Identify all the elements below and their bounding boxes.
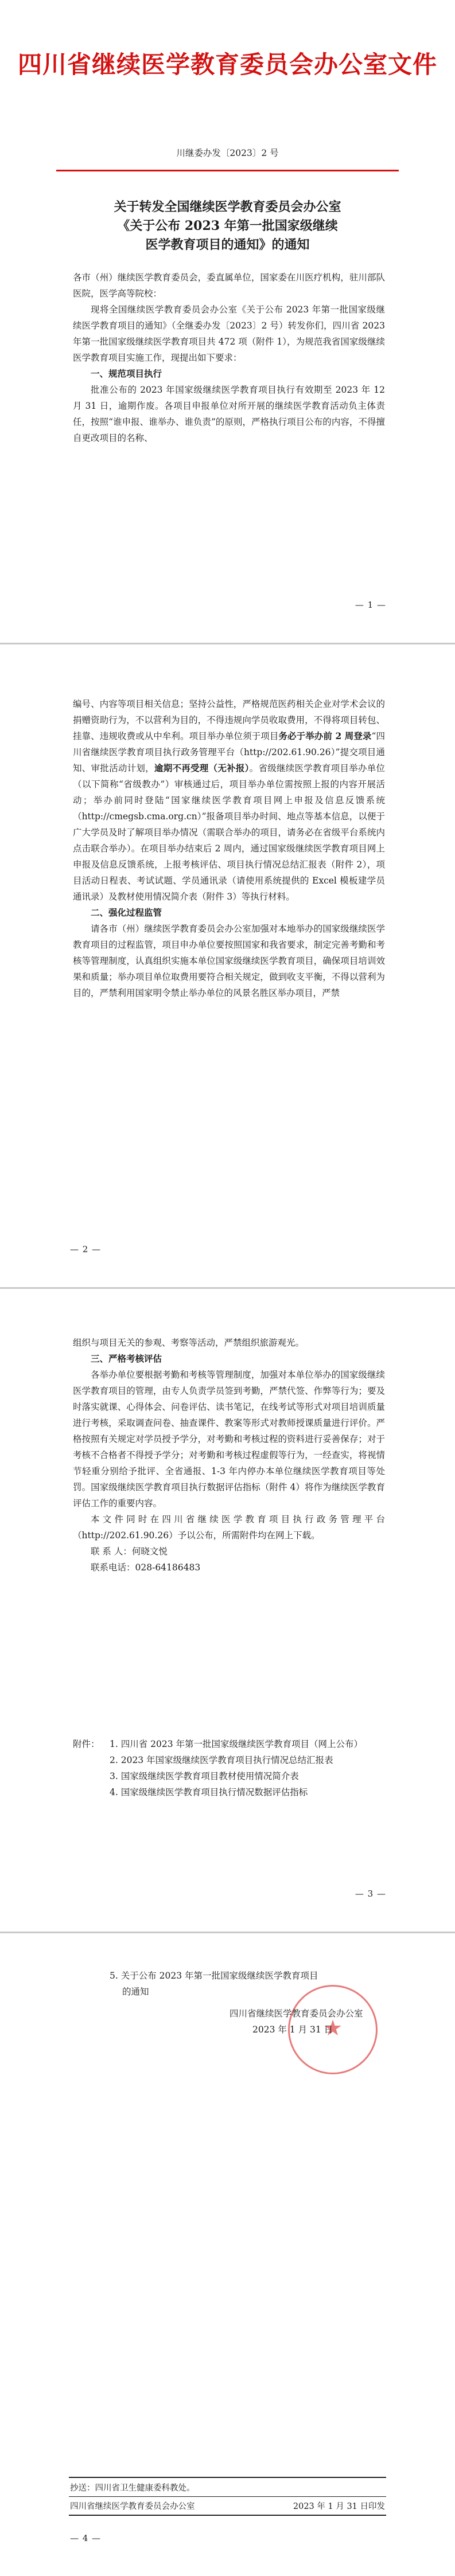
red-divider-line [56, 170, 399, 171]
document-page-2 [0, 644, 455, 1287]
footer-divider [69, 2496, 386, 2497]
page-number: — 4 — [70, 2533, 102, 2543]
attachment-item [73, 1752, 385, 1768]
document-page-3 [0, 1289, 455, 1932]
attachment-text: 2. 2023 年国家级继续医学教育项目执行情况总结汇报表 [110, 1755, 333, 1765]
document-red-header: 四川省继续医学教育委员会办公室文件 [17, 50, 437, 79]
paragraph-execution: 批准公布的 2023 年国家级继续医学教育项目执行有效期至 2023 年 12 月 31 日，逾期作废。各项目申报单位对所开展的继续医学教育活动负主体责任，按照“谁申报、谁举办、谁负责”的原则，严格执行项目公布的内容，不得擅自更改项目的名称、 [73, 385, 385, 443]
text-segment: “四川省继续医学教育项目执行政务管理平台（http://202.61.90.26）”提交项目通知、审批活动计划， [73, 731, 385, 773]
attachment-text: 4. 国家级继续医学教育项目执行情况数据评估指标 [110, 1787, 308, 1797]
attachment-item [73, 1784, 385, 1800]
paragraph-continuation [73, 696, 385, 905]
issue-date: 2023 年 1 月 31 日印发 [293, 2502, 385, 2511]
text-segment: 编号、内容等项目相关信息；坚持公益性，严格规范医药相关企业对学术会议的捐赠资助行为，不以营利为目的，不得违规向学员收取费用，不得将项目转包、挂靠、违规收费或从中牟利。项目举办单位须于项目 [73, 699, 385, 741]
page-3-body [73, 1335, 385, 1576]
attachment-item [73, 1968, 385, 1984]
seal-star-icon: ★ [322, 2015, 343, 2041]
attachment-text: 的通知 [122, 1987, 149, 1997]
signing-authority: 四川省继续医学教育委员会办公室 [230, 2008, 363, 2019]
text-emphasis-no-late: 逾期不再受理（无补报） [154, 763, 250, 773]
text-emphasis-deadline: 务必于举办前 2 周登录 [278, 730, 372, 741]
attachment-list [73, 1736, 385, 1800]
document-number: 川继委办发〔2023〕2 号 [176, 148, 279, 158]
cc-line [70, 2481, 385, 2493]
attachment-text: 3. 国家级继续医学教育项目教材使用情况简介表 [110, 1771, 299, 1781]
document-page-4 [0, 1933, 455, 2576]
contact-person: 联 系 人：何晓文悦 [91, 1546, 168, 1557]
page-number: — 2 — [70, 1244, 102, 1254]
text-segment: 。省级继续医学教育项目举办单位（以下简称“省级教办”）审核通过后，项目举办单位需按照上报的内容开展活动；举办前同时登陆“国家继续医学教育项目网上申报及信息反馈系统（http://cmegsb.cma.org.cn）”报备项目举办时间、地点等基本信息，以便于广大学员及时了解项目举办情况（需联合举办的项目，请务必在省级平台系统内点击联合举办）。在项目举办结束后 2 周内，通过国家级继续医学教育项目网上申报及信息反馈系统，上报考核评估、项目执行情况总结汇报表（附件 2），项目活动日程表、考试试题、学员通讯录（请使用系统提供的 Excel 模板建学员通讯录）及教材使用情况简介表（附件 3）等执行材料。 [73, 763, 385, 902]
title-line-3: 医学教育项目的通知》的通知 [145, 237, 310, 252]
title-line-1: 关于转发全国继续医学教育委员会办公室 [114, 200, 341, 214]
attachment-label: 附件： [73, 1739, 100, 1749]
title-line-2: 《关于公布 2023 年第一批国家级继续 [117, 218, 338, 233]
salutation: 各市（州）继续医学教育委员会，委直属单位，国家委在川医疗机构，驻川部队医院，医学高等院校： [73, 272, 385, 299]
footer-divider [69, 2515, 386, 2516]
footer-divider [69, 2477, 386, 2478]
attachment-text: 1. 四川省 2023 年第一批国家级继续医学教育项目（网上公布） [110, 1739, 363, 1749]
document-title [69, 198, 386, 255]
signing-date: 2023 年 1 月 31 日 [252, 2024, 333, 2035]
attachment-item [73, 1768, 385, 1784]
issuer-text: 四川省继续医学教育委员会办公室 [70, 2502, 195, 2511]
issue-line [70, 2500, 385, 2512]
paragraph-assessment: 各举办单位要根据考勤和考核等管理制度，加强对本单位举办的国家级继续医学教育项目的管理，由专人负责学员签到考勤，严禁代签、作弊等行为；要及时落实就课、心得体会、问卷评估、读书笔记，在线考试等形式对项目培训质量进行考核，采取调查问卷、抽查课件、教案等形式对教师授课质量进行评价。严格按照有关规定对学员授予学分，对考勤和考核过程的资料进行妥善保存；对于考核不合格者不得授予学分；对考勤和考核过程虚假等行为，一经查实，将视情节轻重分别给予批评、全省通报、1-3 年内停办本单位继续医学教育项目等处罚。国家级继续医学教育项目执行数据评估指标（附件 4）将作为继续医学教育评估工作的重要内容。 [73, 1370, 385, 1508]
document-page-1 [0, 0, 455, 643]
page-1-body [73, 269, 385, 446]
page-number: — 3 — [355, 1889, 386, 1899]
page-number: — 1 — [355, 600, 386, 610]
paragraph-continuation: 组织与项目无关的参观、考察等活动，严禁组织旅游观光。 [73, 1338, 305, 1348]
attachment-text: 5. 关于公布 2023 年第一批国家级继续医学教育项目 [110, 1971, 318, 1981]
paragraph-publication: 本文件同时在四川省继续医学教育项目执行政务管理平台（http://202.61.90.26）予以公布，所需附件均在网上下载。 [73, 1514, 385, 1541]
contact-phone: 联系电话：028-64186483 [91, 1562, 201, 1573]
page-2-body [73, 696, 385, 1001]
section-heading-1: 一、规范项目执行 [91, 369, 162, 379]
cc-text: 抄送：四川省卫生健康委科教处。 [70, 2484, 195, 2493]
paragraph-intro: 现将全国继续医学教育委员会办公室《关于公布 2023 年第一批国家级继续医学教育项目的通知》（全继委办发〔2023〕2 号）转发你们，四川省 2023 年第一批国家级继续医学教育项目共 472 项（附件 1），为规范我省国家级继续医学教育项目实施工作，现提出如下要求： [73, 304, 385, 363]
paragraph-supervision: 请各市（州）继续医学教育委员会办公室加强对本地举办的国家级继续医学教育项目的过程监管，项目申办单位要按照国家和我省要求，制定完善考勤和考核等管理制度，认真组织实施本单位国家级继续医学教育项目，确保项目培训效果和质量；举办项目单位取费用要符合相关规定，做到收支平衡，不得以营利为目的，严禁利用国家明令禁止举办单位的风景名胜区举办项目，严禁 [73, 924, 385, 998]
section-heading-2: 二、强化过程监管 [91, 908, 162, 918]
section-heading-3: 三、严格考核评估 [91, 1354, 162, 1364]
attachment-item [73, 1736, 385, 1752]
